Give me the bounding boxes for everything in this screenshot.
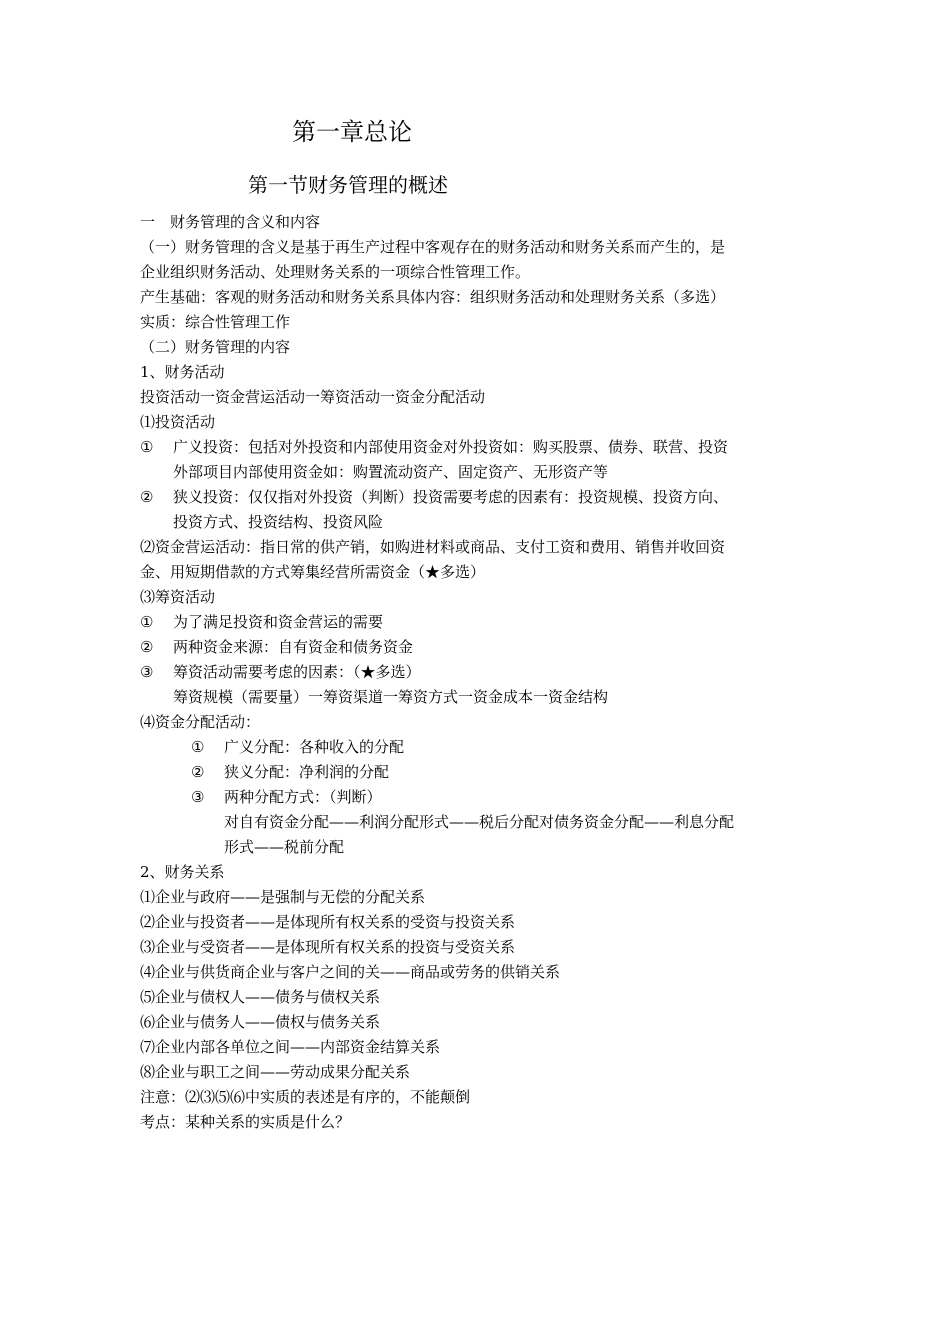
key-point-line: 考点：某种关系的实质是什么？ (140, 1113, 351, 1131)
relation-item: ⑹企业与债务人——债权与债务关系 (140, 1013, 381, 1031)
list-item (140, 435, 812, 460)
paragraph-line: 投资活动一资金营运活动一筹资活动一资金分配活动 (140, 388, 486, 406)
list-marker: ① (191, 738, 205, 756)
list-item-text: 狭义分配：净利润的分配 (224, 763, 390, 781)
list-marker: ③ (140, 663, 154, 681)
list-item-continuation: 形式——税前分配 (224, 838, 345, 856)
list-item-text: 狭义投资：仅仅指对外投资（判断）投资需要考虑的因素有：投资规模、投资方向、 (173, 488, 729, 506)
subheading: 2、财务关系 (140, 863, 225, 881)
nested-list-item (140, 785, 812, 810)
list-item-continuation: 对自有资金分配——利润分配形式——税后分配对债务资金分配——利息分配 (224, 813, 735, 831)
paragraph-line: 金、用短期借款的方式筹集经营所需资金（★多选） (140, 563, 486, 581)
nested-list-item (140, 760, 812, 785)
list-item (140, 660, 812, 685)
relation-item: ⑷企业与供货商企业与客户之间的关——商品或劳务的供销关系 (140, 963, 561, 981)
list-item-continuation: 投资方式、投资结构、投资风险 (173, 513, 384, 531)
relation-item: ⑵企业与投资者——是体现所有权关系的受资与投资关系 (140, 913, 516, 931)
chapter-title: 第一章总论 (292, 118, 412, 146)
note-line: 注意：⑵⑶⑸⑹中实质的表述是有序的，不能颠倒 (140, 1088, 471, 1106)
paragraph-line: （一）财务管理的含义是基于再生产过程中客观存在的财务活动和财务关系而产生的，是 (140, 238, 726, 256)
subheading: （二）财务管理的内容 (140, 338, 291, 356)
list-item-continuation: 外部项目内部使用资金如：购置流动资产、固定资产、无形资产等 (173, 463, 609, 481)
list-item (140, 485, 812, 510)
relation-item: ⑸企业与债权人——债务与债权关系 (140, 988, 381, 1006)
list-item-continuation: 筹资规模（需要量）一筹资渠道一筹资方式一资金成本一资金结构 (173, 688, 609, 706)
paragraph-line: 实质：综合性管理工作 (140, 313, 291, 331)
list-marker: ① (140, 438, 154, 456)
subheading: ⑶筹资活动 (140, 588, 216, 606)
list-item-text: 为了满足投资和资金营运的需要 (173, 613, 384, 631)
subheading: 1、财务活动 (140, 363, 225, 381)
list-marker: ③ (191, 788, 205, 806)
relation-item: ⑴企业与政府——是强制与无偿的分配关系 (140, 888, 426, 906)
nested-list-item (140, 735, 812, 760)
section-title: 第一节财务管理的概述 (248, 173, 448, 197)
list-item (140, 610, 812, 635)
relation-item: ⑻企业与职工之间——劳动成果分配关系 (140, 1063, 411, 1081)
relation-item: ⑶企业与受资者——是体现所有权关系的投资与受资关系 (140, 938, 516, 956)
document-body (140, 210, 812, 1135)
list-item-text: 两种分配方式：（判断） (224, 788, 382, 806)
list-item (140, 635, 812, 660)
paragraph-line: ⑵资金营运活动：指日常的供产销，如购进材料或商品、支付工资和费用、销售并收回资 (140, 538, 726, 556)
list-marker: ② (140, 488, 154, 506)
paragraph-line: 企业组织财务活动、处理财务关系的一项综合性管理工作。 (140, 263, 531, 281)
list-item-text: 两种资金来源：自有资金和债务资金 (173, 638, 414, 656)
list-marker: ② (140, 638, 154, 656)
relation-item: ⑺企业内部各单位之间——内部资金结算关系 (140, 1038, 441, 1056)
list-item-text: 广义分配：各种收入的分配 (224, 738, 405, 756)
heading-1: 一 财务管理的含义和内容 (140, 213, 321, 231)
subheading: ⑴投资活动 (140, 413, 216, 431)
list-item-text: 广义投资：包括对外投资和内部使用资金对外投资如：购买股票、债券、联营、投资 (173, 438, 729, 456)
list-marker: ② (191, 763, 205, 781)
paragraph-line: 产生基础：客观的财务活动和财务关系具体内容：组织财务活动和处理财务关系（多选） (140, 288, 726, 306)
list-item-text: 筹资活动需要考虑的因素：（★多选） (173, 663, 421, 681)
subheading: ⑷资金分配活动： (140, 713, 261, 731)
list-marker: ① (140, 613, 154, 631)
